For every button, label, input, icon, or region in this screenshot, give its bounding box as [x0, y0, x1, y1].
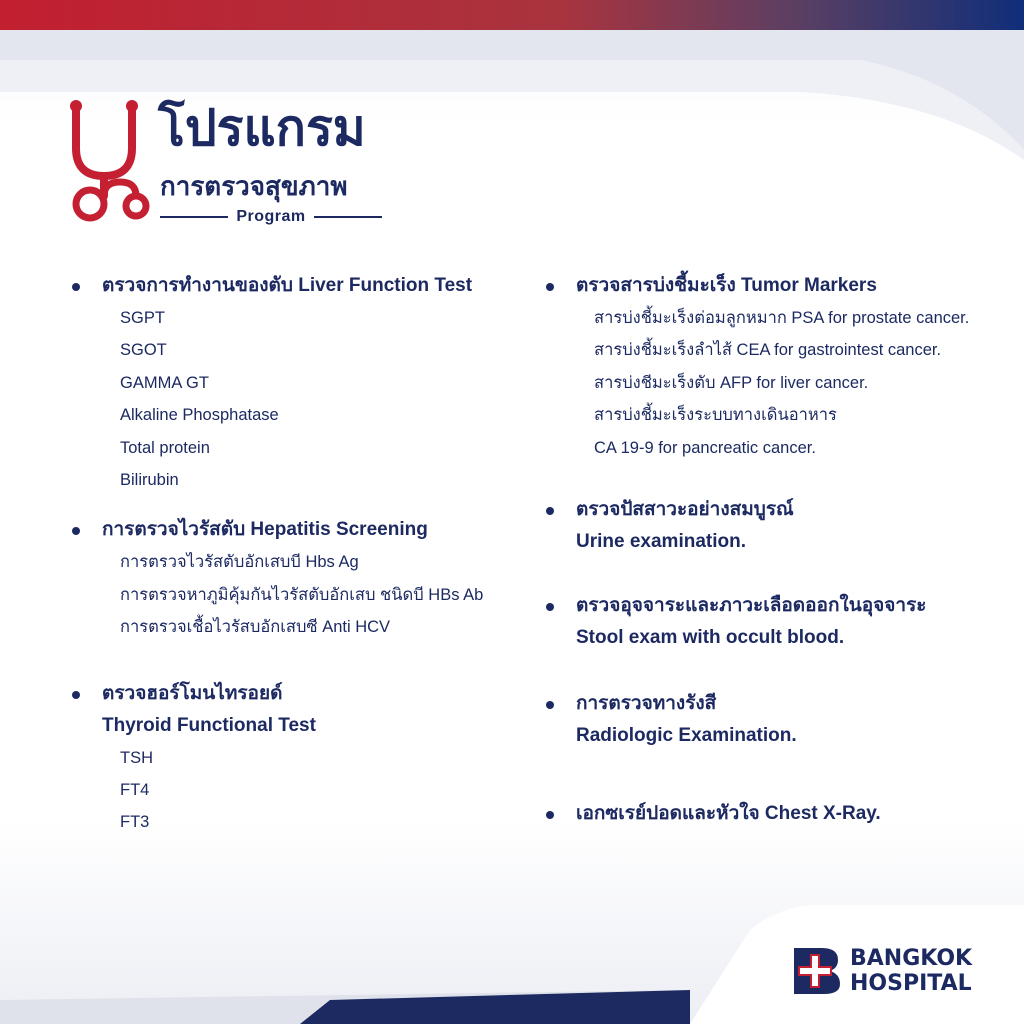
logo-line-1: BANGKOK [850, 946, 973, 971]
divider-line [314, 216, 382, 218]
page-subtitle: การตรวจสุขภาพ [160, 171, 348, 201]
list-item: FT3 [120, 813, 150, 832]
test-list [102, 302, 524, 496]
list-item: สารบ่งชีมะเร็งตับ AFP for liver cancer. [594, 373, 869, 392]
section-title: ตรวจปัสสาวะอย่างสมบูรณ์ [576, 499, 794, 521]
bullet-icon [546, 811, 554, 819]
list-item: SGPT [120, 309, 165, 327]
right-column [540, 270, 1018, 830]
list-item: การตรวจเชื้อไวรัสบอักเสบซี Anti HCV [120, 618, 391, 637]
section-title: การตรวจทางรังสี [576, 693, 717, 715]
stethoscope-icon [66, 96, 156, 224]
bullet-icon [72, 283, 80, 291]
list-item: Alkaline Phosphatase [120, 406, 279, 425]
list-item: สารบ่งชี้มะเร็งลำไส้ CEA for gastrointest cancer. [594, 341, 942, 360]
bullet-icon [546, 603, 554, 611]
section-liver-function [66, 270, 524, 496]
list-item: การตรวจไวรัสตับอักเสบบี Hbs Ag [120, 553, 359, 572]
bullet-icon [546, 283, 554, 291]
section-radiologic [540, 688, 1018, 752]
list-item: Bilirubin [120, 471, 179, 490]
list-item: การตรวจหาภูมิคุ้มกันไวรัสตับอักเสบ ชนิดบี HBs Ab [120, 585, 484, 604]
section-title-english: Urine examination. [576, 531, 746, 553]
logo-line-2: HOSPITAL [850, 971, 972, 996]
list-item: GAMMA GT [120, 373, 209, 392]
section-title-english: Stool exam with occult blood. [576, 627, 845, 649]
bangkok-hospital-logo [792, 946, 992, 996]
program-label: Program [236, 208, 306, 225]
list-item: สารบ่งชี้มะเร็งต่อมลูกหมาก PSA for prostate cancer. [594, 309, 970, 327]
section-thyroid [66, 678, 524, 839]
section-title-english: Radiologic Examination. [576, 725, 797, 747]
section-chest-xray [540, 798, 1018, 830]
page-title: โปรแกรม [158, 100, 366, 156]
test-list [102, 742, 524, 839]
section-urine [540, 494, 1018, 558]
bullet-icon [546, 701, 554, 709]
list-item: สารบ่งชี้มะเร็งระบบทางเดินอาหาร [594, 406, 837, 425]
bullet-icon [72, 691, 80, 699]
list-item: CA 19-9 for pancreatic cancer. [594, 438, 816, 457]
section-tumor-markers [540, 270, 1018, 464]
section-hepatitis-screening [66, 514, 524, 643]
bangkok-hospital-logo-icon [792, 946, 842, 996]
logo-wordmark [850, 946, 972, 996]
list-item: TSH [120, 748, 153, 767]
test-list [576, 302, 1018, 464]
section-title: ตรวจการทำงานของตับ Liver Function Test [102, 275, 473, 296]
section-title: ตรวจอุจจาระและภาวะเลือดออกในอุจจาระ [576, 595, 927, 617]
list-item: SGOT [120, 341, 167, 360]
section-stool [540, 590, 1018, 654]
program-title-block [66, 96, 406, 231]
section-title: การตรวจไวรัสตับ Hepatitis Screening [102, 519, 428, 541]
bullet-icon [546, 507, 554, 515]
section-title: ตรวจสารบ่งชี้มะเร็ง Tumor Markers [576, 275, 877, 296]
bullet-icon [72, 527, 80, 535]
divider-line [160, 216, 228, 218]
list-item: FT4 [120, 781, 150, 800]
section-title: ตรวจฮอร์โมนไทรอยด์ [102, 682, 283, 704]
list-item: Total protein [120, 438, 210, 457]
section-title: เอกซเรย์ปอดและหัวใจ Chest X-Ray. [576, 803, 881, 825]
program-label-row [160, 206, 382, 228]
left-column [66, 270, 524, 839]
test-list [102, 546, 524, 643]
section-title-english: Thyroid Functional Test [102, 714, 316, 736]
